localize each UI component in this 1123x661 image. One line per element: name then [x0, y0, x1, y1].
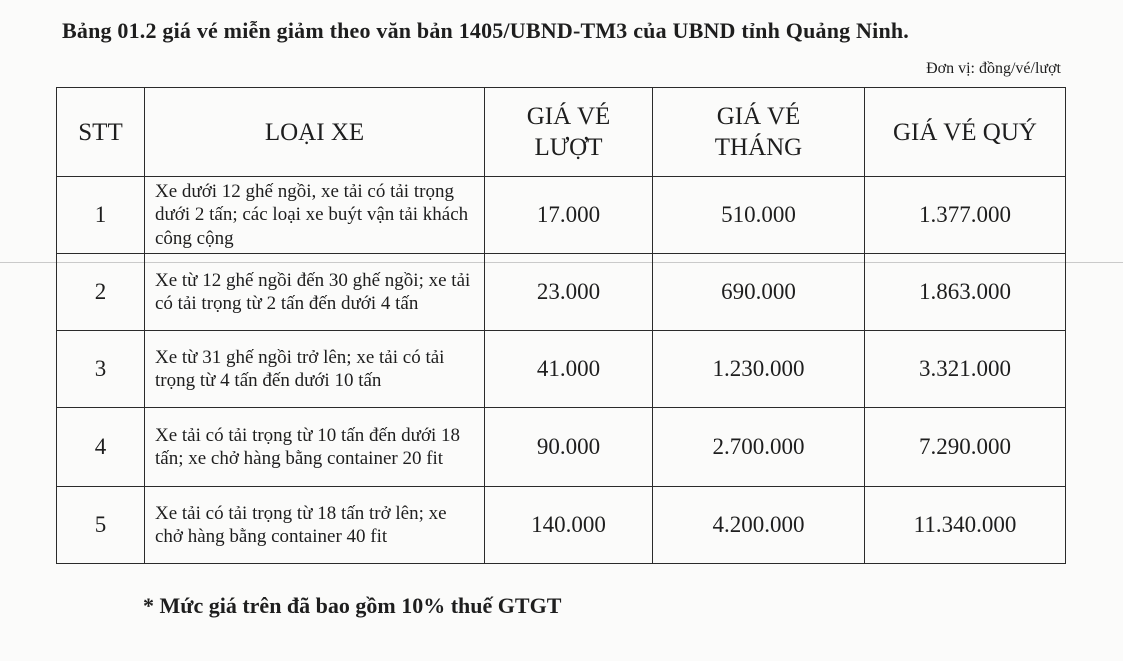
table-row [57, 177, 1066, 254]
cell-luot: 41.000 [485, 331, 653, 408]
cell-luot: 140.000 [485, 487, 653, 564]
cell-loai-xe: Xe từ 31 ghế ngồi trở lên; xe tải có tải trọng từ 4 tấn đến dưới 10 tấn [145, 331, 485, 408]
table-row [57, 254, 1066, 331]
header-line: GIÁ VÉ [716, 103, 801, 130]
header-line: GIÁ VÉ [526, 103, 611, 130]
price-table [56, 87, 1066, 564]
header-gia-ve-quy: GIÁ VÉ QUÝ [865, 88, 1066, 177]
cell-loai-xe: Xe từ 12 ghế ngồi đến 30 ghế ngồi; xe tải có tải trọng từ 2 tấn đến dưới 4 tấn [145, 254, 485, 331]
table-header-row [57, 88, 1066, 177]
cell-thang: 690.000 [653, 254, 865, 331]
cell-stt: 2 [57, 254, 145, 331]
document-title: Bảng 01.2 giá vé miễn giảm theo văn bản 1405/UBND-TM3 của UBND tỉnh Quảng Ninh. [62, 18, 910, 43]
header-line: LƯỢT [534, 134, 603, 161]
header-loai-xe: LOẠI XE [145, 88, 485, 177]
cell-thang: 2.700.000 [653, 408, 865, 487]
cell-loai-xe: Xe tải có tải trọng từ 10 tấn đến dưới 18 tấn; xe chở hàng bằng container 20 fit [145, 408, 485, 487]
table-row [57, 331, 1066, 408]
header-line: THÁNG [714, 134, 803, 161]
cell-stt: 4 [57, 408, 145, 487]
cell-thang: 4.200.000 [653, 487, 865, 564]
cell-quy: 1.863.000 [865, 254, 1066, 331]
cell-quy: 3.321.000 [865, 331, 1066, 408]
header-gia-ve-thang [653, 88, 865, 177]
header-stt: STT [57, 88, 145, 177]
header-gia-ve-luot [485, 88, 653, 177]
table-row [57, 408, 1066, 487]
cell-loai-xe: Xe dưới 12 ghế ngồi, xe tải có tải trọng dưới 2 tấn; các loại xe buýt vận tải khách công cộng [145, 177, 485, 254]
vat-note: * Mức giá trên đã bao gồm 10% thuế GTGT [143, 593, 562, 618]
cell-quy: 1.377.000 [865, 177, 1066, 254]
cell-quy: 11.340.000 [865, 487, 1066, 564]
cell-luot: 90.000 [485, 408, 653, 487]
cell-quy: 7.290.000 [865, 408, 1066, 487]
cell-stt: 5 [57, 487, 145, 564]
cell-thang: 1.230.000 [653, 331, 865, 408]
unit-label: Đơn vị: đồng/vé/lượt [926, 60, 1061, 77]
cell-loai-xe: Xe tải có tải trọng từ 18 tấn trở lên; xe chở hàng bằng container 40 fit [145, 487, 485, 564]
table-row [57, 487, 1066, 564]
cell-luot: 17.000 [485, 177, 653, 254]
cell-stt: 3 [57, 331, 145, 408]
cell-thang: 510.000 [653, 177, 865, 254]
cell-stt: 1 [57, 177, 145, 254]
cell-luot: 23.000 [485, 254, 653, 331]
